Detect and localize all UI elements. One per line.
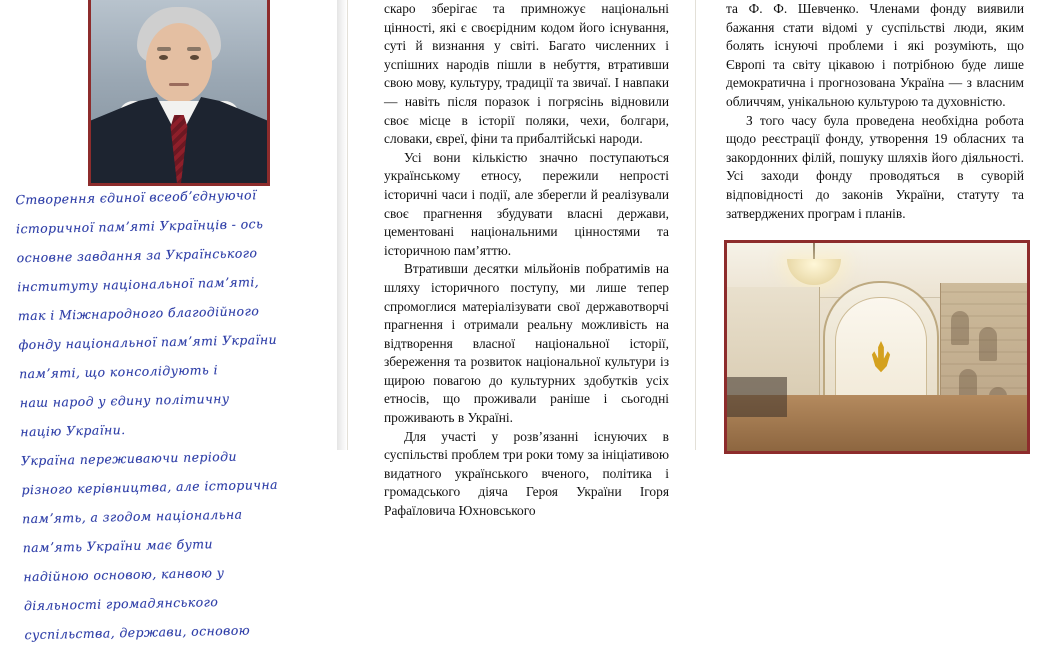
lamp-bowl xyxy=(787,259,841,285)
handwriting-line: памʼяті, що консолідують і xyxy=(18,362,219,382)
handwriting-line: надійною основою, канвою у xyxy=(23,565,225,585)
portrait-photo xyxy=(88,0,270,186)
paragraph: З того часу була проведена необхідна робота щодо реєстрації фонду, утворення 19 обласних та закордонних філій, пошуку шляхів його діяльності. Усі заходи фонду проводяться в суворій відповідності до законів України, статуту та затверджених програм і планів. xyxy=(726,112,1024,221)
left-column xyxy=(0,0,348,643)
middle-column-text xyxy=(384,0,669,521)
paragraph: Усі вони кількістю значно поступаються українському етносу, пережили непрості історичні часи і події, але зберегли й реалізували своє прагнення збудувати власні держави, цементовані національними цінностями та історичною памʼяттю. xyxy=(384,149,669,258)
handwriting-line: основне завдання за Українського xyxy=(16,245,258,266)
handwriting-line: суспільства, держави, основою xyxy=(24,622,251,643)
paragraph: та Ф. Ф. Шевченко. Членами фонду виявили бажання стати відомі у суспільстві люди, яким болять існуючі проблеми і які розуміють, що Європі та світу цікавою і потрібною буде лише демократична і прогнозована Україна — з власним обличчям, унікальною культурою та духовністю. xyxy=(726,1,1024,109)
right-column-text xyxy=(726,0,1024,223)
portrait-face xyxy=(146,23,212,103)
handwriting-line: наш народ у єдину політичну xyxy=(19,390,230,411)
paragraph: Для участі у розвʼязанні існуючих в суспільстві проблем три роки тому за ініціативою видатного українського вченого, політика і громадського діяча Героя України Ігоря Рафаїловича Юхновського xyxy=(384,428,669,519)
paragraph: Втративши десятки мільйонів побратимів на шляху історичного поступу, ми лише тепер спромоглися матеріалізувати свої державотворчі прагнення і отримали реальну можливість на відтворення власної національної історії, збереження та розвиток національної культури із щирою повагою до культурних здобутків усіх етносів, що проживали раніше і сьогодні проживають в Україні. xyxy=(384,261,669,426)
portrait-eye-left xyxy=(159,55,168,60)
portrait-brow-right xyxy=(187,47,201,51)
portrait-image xyxy=(91,0,267,183)
handwriting-line: фонду національної памʼяті України xyxy=(18,331,278,353)
handwriting-line: різного керівництва, але історична xyxy=(21,476,278,498)
handwriting-line: так і Міжнародного благодійного xyxy=(17,303,260,324)
handwriting-line: діяльності громадянського xyxy=(23,594,219,614)
interior-hall-photo xyxy=(724,240,1030,454)
mural-figure xyxy=(979,327,997,361)
right-column xyxy=(696,0,1048,450)
ceiling-lamp-icon xyxy=(787,243,841,289)
handwriting-line: Створення єдиної всеобʼєднуючої xyxy=(15,187,257,208)
handwriting-line: памʼять України має бути xyxy=(22,536,214,556)
handwriting-line: націю України. xyxy=(20,422,126,440)
portrait-brow-left xyxy=(157,47,171,51)
middle-column xyxy=(348,0,696,519)
portrait-mouth xyxy=(169,83,189,86)
paragraph: скаро зберігає та примножує національні цінності, які є своєрідним кодом його існування, суті й визнання у світі. Багато численних і успішних народів пішли в небуття, втративши свою мову, культуру, традиції та звичаї. І навпаки — навіть після поразок і погрясінь відновили своє місце в історії поляки, чехи, болгари, словаки, євреї, фіни та прибалтійські народи. xyxy=(384,1,669,147)
handwriting-line: Україна переживаючи періоди xyxy=(20,448,238,469)
handwriting-line: історичної памʼяті Українців - ось xyxy=(15,216,264,237)
page-gutter-left xyxy=(337,0,347,450)
portrait-eye-right xyxy=(190,55,199,60)
handwriting-line: памʼять, а згодом національна xyxy=(22,506,243,527)
handwriting-line: інституту національної памʼяті, xyxy=(17,274,260,295)
handwritten-note xyxy=(15,179,336,649)
mural-figure xyxy=(951,311,969,345)
photo-foreground-shadow xyxy=(727,377,787,417)
